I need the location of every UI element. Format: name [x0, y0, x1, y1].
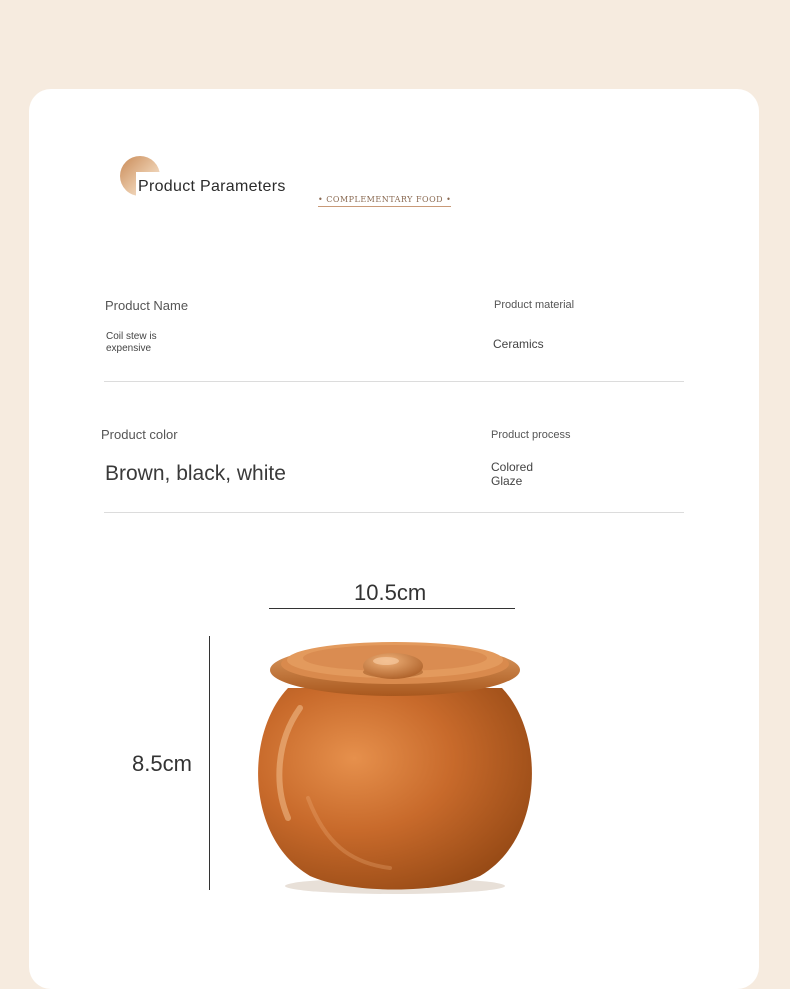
width-dimension-line	[269, 608, 515, 609]
product-process-value: Colored Glaze	[491, 460, 534, 488]
section-title: Product Parameters	[138, 178, 286, 195]
product-name-value: Coil stew is expensive	[106, 331, 157, 354]
divider-1	[104, 381, 684, 382]
height-dimension-line	[209, 636, 210, 890]
product-process-label: Product process	[491, 429, 571, 441]
product-material-value: Ceramics	[493, 337, 544, 351]
product-color-value: Brown, black, white	[105, 462, 286, 485]
product-color-label: Product color	[101, 427, 178, 442]
width-dimension-label: 10.5cm	[354, 580, 427, 605]
section-subtitle: • COMPLEMENTARY FOOD •	[318, 195, 451, 207]
product-material-label: Product material	[494, 299, 575, 311]
ceramic-pot-image	[240, 628, 550, 898]
divider-2	[104, 512, 684, 513]
product-name-label: Product Name	[105, 298, 189, 313]
height-dimension-label: 8.5cm	[132, 751, 192, 776]
